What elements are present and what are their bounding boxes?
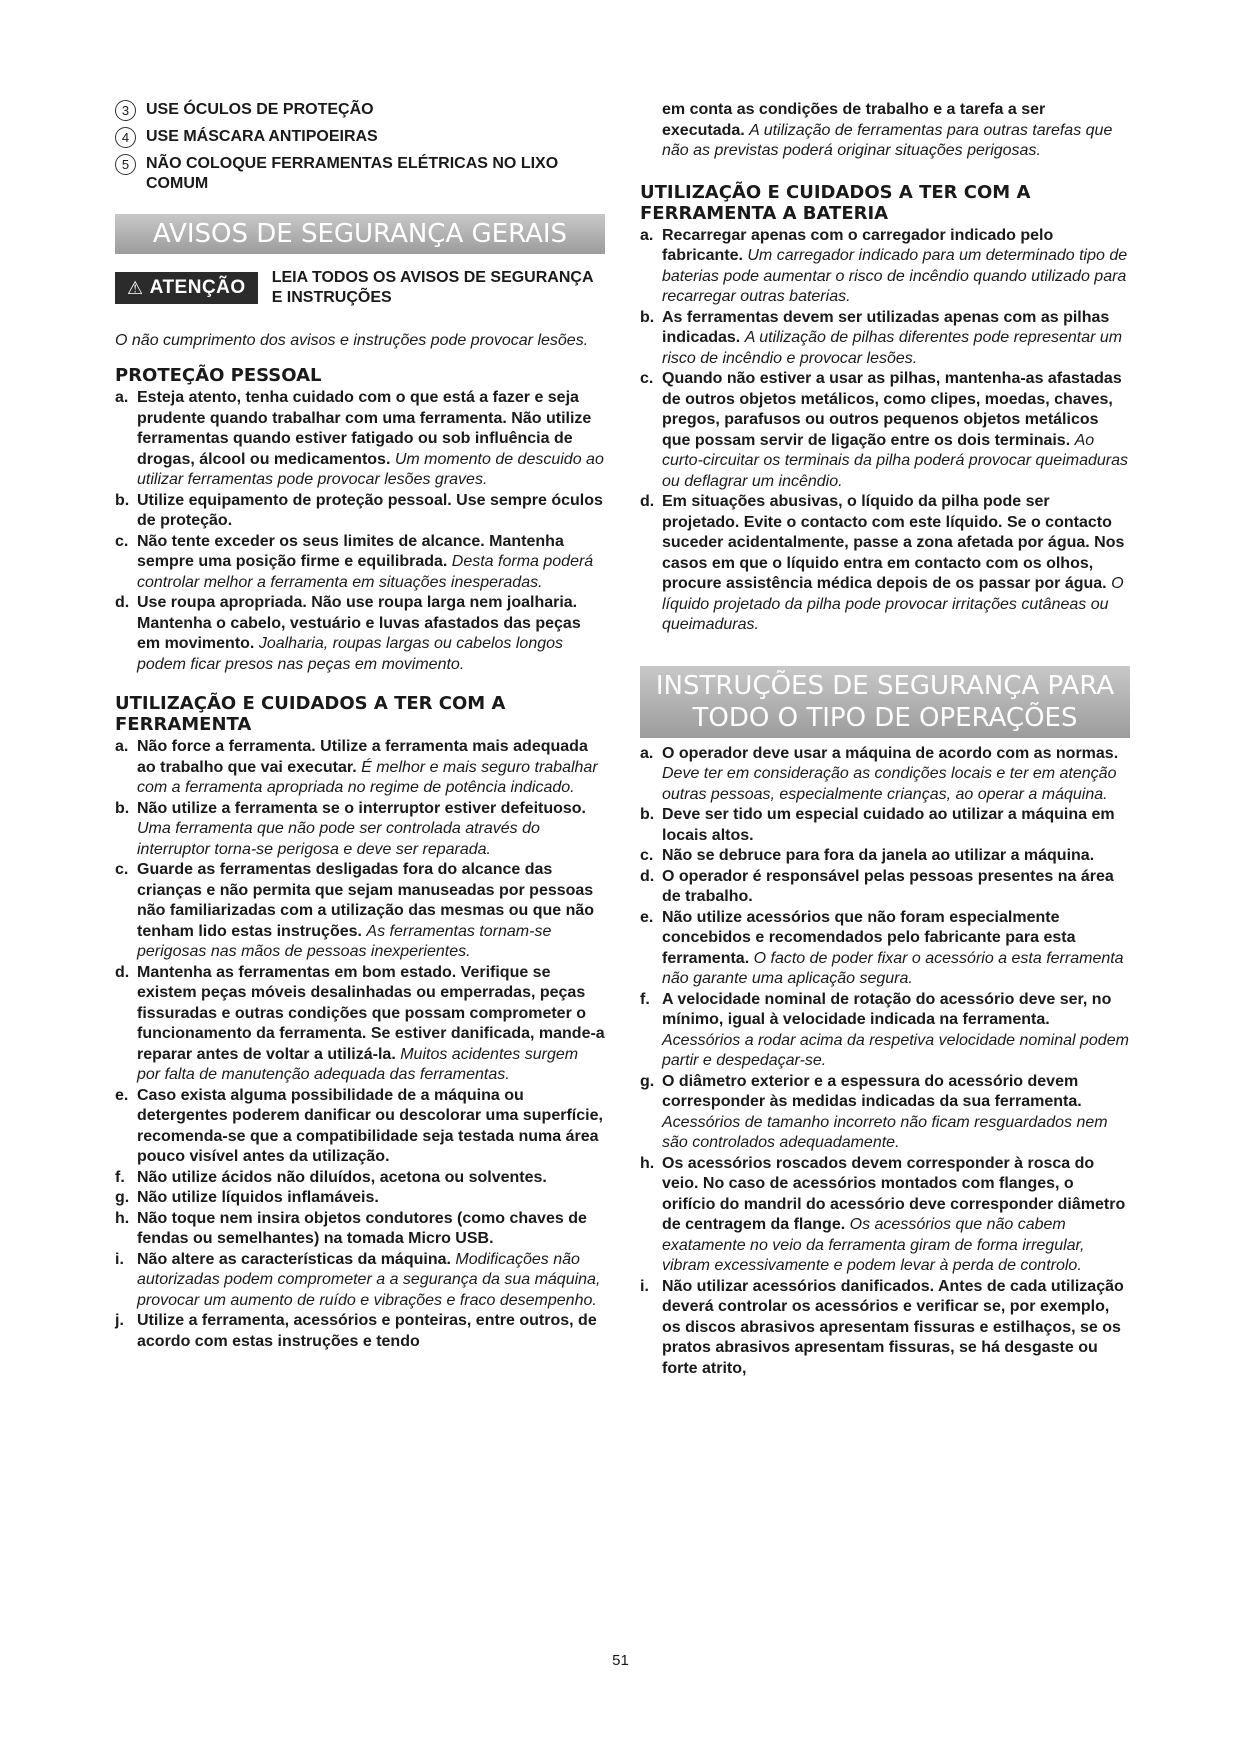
continuation-text: em conta as condições de trabalho e a tarefa a ser executada. A utilização de ferramentas para outras tarefas que não as previstas poderá originar situações perigosas. xyxy=(662,101,1113,159)
list-item: g. Não utilize líquidos inflamáveis. xyxy=(115,1189,379,1206)
list-item: a. Esteja atento, tenha cuidado com o que está a fazer e seja prudente quando trabalhar com uma ferramenta. Não utilize ferramentas quando estiver fatigado ou sob influência de drogas, álcool ou medicamentos. Um momento de descuido ao utilizar ferramentas pode provocar lesões graves. xyxy=(115,389,604,488)
list-item: e. Não utilize acessórios que não foram especialmente concebidos e recomendados pelo fabricante para esta ferramenta. O facto de poder fixar o acessório a esta ferramenta não garante uma aplicação segura. xyxy=(640,908,1124,987)
section-title-battery: UTILIZAÇÃO E CUIDADOS A TER COM A FERRAMENTA A BATERIA xyxy=(640,181,1031,224)
number-3-icon: 3 xyxy=(115,100,136,121)
list-item: f. A velocidade nominal de rotação do acessório deve ser, no mínimo, igual à velocidade indicada na ferramenta. Acessórios a rodar acima da respetiva velocidade nominal podem partir e despedaçar-se. xyxy=(640,990,1129,1069)
list-item: d. Use roupa apropriada. Não use roupa larga nem joalharia. Mantenha o cabelo, vestuário e luvas afastados das peças em movimento. Joalharia, roupas largas ou cabelos longos podem ficar presos nas peças em movimento. xyxy=(115,594,581,673)
list-item: b. Deve ser tido um especial cuidado ao utilizar a máquina em locais altos. xyxy=(640,806,1115,844)
list-item: c. Quando não estiver a usar as pilhas, mantenha-as afastadas de outros objetos metálicos, como clipes, moedas, chaves, pregos, parafusos ou outros pequenos objetos metálicos que possam servir de ligação entre os dois terminais. Ao curto-circuitar os terminais da pilha poderá provocar queimaduras ou deflagrar um incêndio. xyxy=(640,370,1128,490)
attention-text: LEIA TODOS OS AVISOS DE SEGURANÇA E INSTRUÇÕES xyxy=(271,269,593,306)
list-item: h. Os acessórios roscados devem corresponder à rosca do veio. No caso de acessórios montados com flanges, o orifício do mandril do acessório deve corresponder diâmetro de centragem da flange. Os acessórios que não cabem exatamente no veio da ferramenta giram de forma irregular, vibram excessivamente e podem levar à perda de controlo. xyxy=(640,1154,1126,1274)
personal-list xyxy=(115,388,605,675)
list-item: i. Não utilizar acessórios danificados. Antes de cada utilização deverá controlar os acessórios e verificar se, por exemplo, os discos abrasivos apresentam fissuras e estilhaços, se os pratos abrasivos apresentam fissuras, se há desgaste ou forte atrito, xyxy=(640,1277,1124,1377)
page-number: 51 xyxy=(612,1652,629,1669)
symbol-no-trash: 5 NÃO COLOQUE FERRAMENTAS ELÉTRICAS NO LIXO COMUM xyxy=(115,154,605,194)
list-item: a. Recarregar apenas com o carregador indicado pelo fabricante. Um carregador indicado para um determinado tipo de baterias pode aumentar o risco de incêndio quando utilizado para recarregar outras baterias. xyxy=(640,226,1128,305)
list-item: i. Não altere as características da máquina. Modificações não autorizadas podem comprometer a a segurança da sua máquina, provocar um aumento de ruído e vibrações e fraco desempenho. xyxy=(115,1250,601,1309)
list-item: d. Mantenha as ferramentas em bom estado. Verifique se existem peças móveis desalinhadas ou emperradas, peças fissuradas e outras condições que possam comprometer o funcionamento da ferramenta. Se estiver danificada, mande-a reparar antes de voltar a utilizá-la. Muitos acidentes surgem por falta de manutenção adequada das ferramentas. xyxy=(115,963,605,1083)
tool-use-list xyxy=(115,737,605,1352)
symbol-mask: 4 USE MÁSCARA ANTIPOEIRAS xyxy=(115,127,605,148)
list-item: a. Não force a ferramenta. Utilize a ferramenta mais adequada ao trabalho que vai executar. É melhor e mais seguro trabalhar com a ferramenta apropriada no regime de potência indicado. xyxy=(115,738,598,796)
number-5-icon: 5 xyxy=(115,154,136,175)
list-item: b. Não utilize a ferramenta se o interruptor estiver defeituoso. Uma ferramenta que não pode ser controlada através do interruptor torna-se perigosa e deve ser reparada. xyxy=(115,799,586,858)
symbol-legend xyxy=(115,100,605,194)
warning-triangle-icon: ⚠ xyxy=(127,277,144,298)
list-item: c. Guarde as ferramentas desligadas fora do alcance das crianças e não permita que sejam manuseadas por pessoas não familiarizadas com a utilização das mesmas ou que não tenham lido estas instruções. As ferramentas tornam-se perigosas nas mãos de pessoas inexperientes. xyxy=(115,861,595,960)
section-title-personal: PROTEÇÃO PESSOAL xyxy=(115,365,322,386)
list-item: d. Em situações abusivas, o líquido da pilha pode ser projetado. Evite o contacto com este líquido. Se o contacto suceder acidentalmente, passe a zona afetada por água. Nos casos em que o líquido entra em contacto com os olhos, procure assistência médica depois de os passar por água. O líquido projetado da pilha pode provocar irritações cutâneas ou queimaduras. xyxy=(640,493,1125,633)
list-item: b. As ferramentas devem ser utilizadas apenas com as pilhas indicadas. A utilização de pilhas diferentes pode representar um risco de incêndio e provocar lesões. xyxy=(640,308,1123,367)
left-column xyxy=(115,100,605,1352)
list-item: f. Não utilize ácidos não diluídos, acetona ou solventes. xyxy=(115,1168,547,1186)
list-item: g. O diâmetro exterior e a espessura do acessório devem corresponder às medidas indicadas da sua ferramenta. Acessórios de tamanho incorreto não ficam resguardados nem são controlados adequadamente. xyxy=(640,1072,1108,1151)
right-column xyxy=(640,100,1130,1379)
battery-list xyxy=(640,226,1130,636)
attention-badge: ⚠ ATENÇÃO xyxy=(115,272,258,304)
list-item: b. Utilize equipamento de proteção pessoal. Use sempre óculos de proteção. xyxy=(115,491,603,529)
list-item: e. Caso exista alguma possibilidade de a máquina ou detergentes poderem danificar ou descolorar uma superfície, recomenda-se que a compatibilidade seja testada numa área pouco visível antes da utilização. xyxy=(115,1086,603,1165)
list-item: h. Não toque nem insira objetos condutores (como chaves de fendas ou semelhantes) na tomada Micro USB. xyxy=(115,1209,587,1247)
list-item: c. Não tente exceder os seus limites de alcance. Mantenha sempre uma posição firme e equilibrada. Desta forma poderá controlar melhor a ferramenta em situações inesperadas. xyxy=(115,532,594,591)
list-item: c. Não se debruce para fora da janela ao utilizar a máquina. xyxy=(640,847,1095,864)
section-title-tool-use: UTILIZAÇÃO E CUIDADOS A TER COM A FERRAMENTA xyxy=(115,693,506,735)
list-item: a. O operador deve usar a máquina de acordo com as normas. Deve ter em consideração as condições locais e ter em atenção outras pessoas, especialmente crianças, ao operar a máquina. xyxy=(640,744,1119,803)
list-item: d. O operador é responsável pelas pessoas presentes na área de trabalho. xyxy=(640,867,1114,905)
banner-operations-safety: INSTRUÇÕES DE SEGURANÇA PARA TODO O TIPO DE OPERAÇÕES xyxy=(640,666,1130,738)
symbol-goggles: 3 USE ÓCULOS DE PROTEÇÃO xyxy=(115,100,605,121)
banner-general-safety: AVISOS DE SEGURANÇA GERAIS xyxy=(115,214,605,254)
attention-row xyxy=(115,268,605,308)
operations-list xyxy=(640,744,1130,1380)
number-4-icon: 4 xyxy=(115,127,136,148)
list-item: j. Utilize a ferramenta, acessórios e ponteiras, entre outros, de acordo com estas instruções e tendo xyxy=(115,1312,597,1350)
intro-text: O não cumprimento dos avisos e instruções pode provocar lesões. xyxy=(115,332,589,349)
